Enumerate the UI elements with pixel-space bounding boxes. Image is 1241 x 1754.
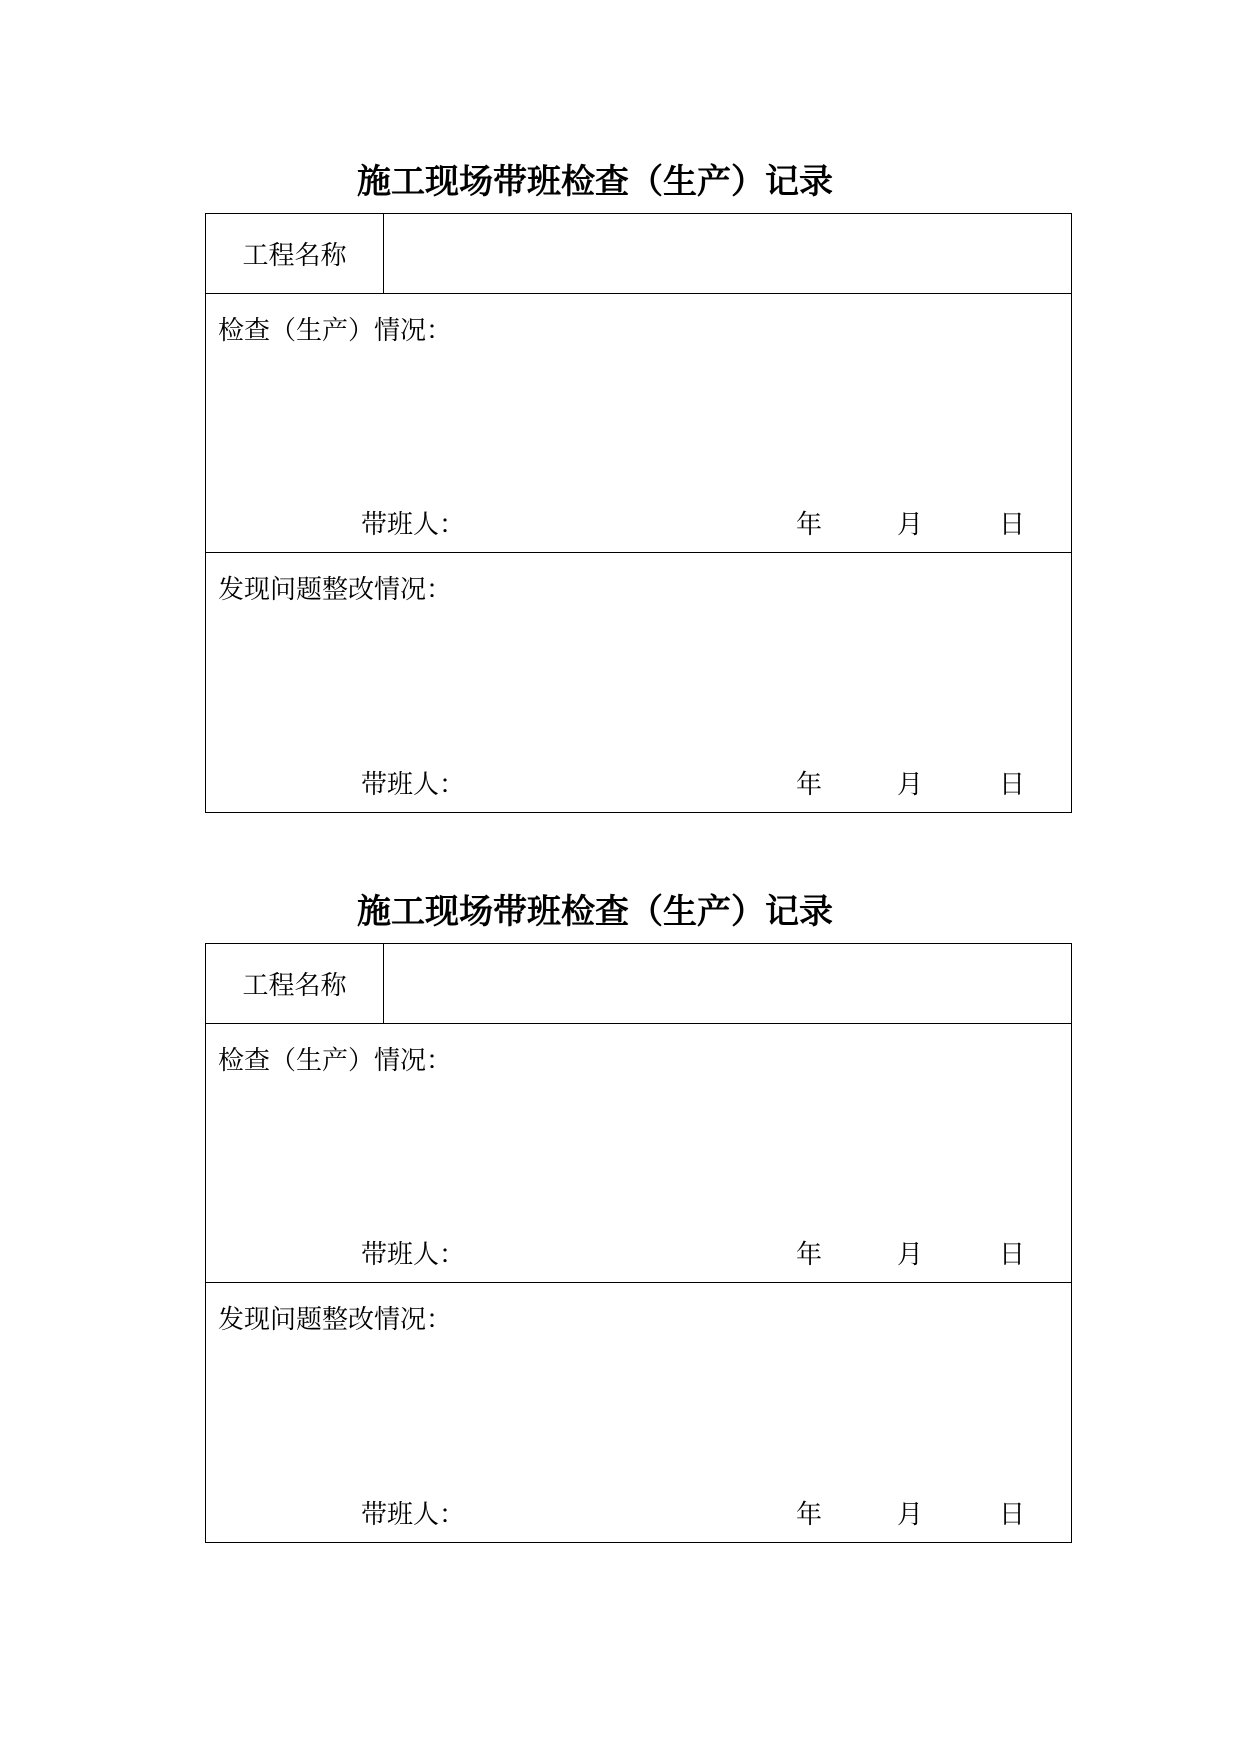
rectification-label: 发现问题整改情况： bbox=[218, 575, 453, 605]
form-title: 施工现场带班检查（生产）记录 bbox=[357, 892, 833, 932]
year-label: 年 bbox=[796, 510, 823, 540]
project-name-field[interactable] bbox=[384, 944, 1071, 1023]
project-name-label: 工程名称 bbox=[206, 214, 384, 293]
shift-leader-label: 带班人： bbox=[361, 1240, 466, 1270]
inspection-record-table bbox=[205, 943, 1072, 1543]
day-label: 日 bbox=[999, 770, 1026, 800]
project-name-row bbox=[206, 214, 1071, 294]
form-title: 施工现场带班检查（生产）记录 bbox=[357, 162, 833, 202]
shift-leader-label: 带班人： bbox=[361, 1500, 466, 1530]
rectification-section[interactable] bbox=[206, 1283, 1071, 1542]
year-label: 年 bbox=[796, 770, 823, 800]
rectification-label: 发现问题整改情况： bbox=[218, 1305, 453, 1335]
inspection-label: 检查（生产）情况： bbox=[218, 1046, 453, 1076]
signature-line bbox=[206, 1494, 1071, 1528]
year-label: 年 bbox=[796, 1500, 823, 1530]
inspection-section[interactable] bbox=[206, 294, 1071, 553]
year-label: 年 bbox=[796, 1240, 823, 1270]
shift-leader-label: 带班人： bbox=[361, 510, 466, 540]
month-label: 月 bbox=[897, 1500, 924, 1530]
day-label: 日 bbox=[999, 510, 1026, 540]
project-name-label: 工程名称 bbox=[206, 944, 384, 1023]
inspection-section[interactable] bbox=[206, 1024, 1071, 1283]
project-name-row bbox=[206, 944, 1071, 1024]
rectification-section[interactable] bbox=[206, 553, 1071, 812]
signature-line bbox=[206, 764, 1071, 798]
signature-line bbox=[206, 1234, 1071, 1268]
shift-leader-label: 带班人： bbox=[361, 770, 466, 800]
day-label: 日 bbox=[999, 1500, 1026, 1530]
month-label: 月 bbox=[897, 1240, 924, 1270]
inspection-record-table bbox=[205, 213, 1072, 813]
month-label: 月 bbox=[897, 510, 924, 540]
month-label: 月 bbox=[897, 770, 924, 800]
project-name-field[interactable] bbox=[384, 214, 1071, 293]
inspection-label: 检查（生产）情况： bbox=[218, 316, 453, 346]
day-label: 日 bbox=[999, 1240, 1026, 1270]
signature-line bbox=[206, 504, 1071, 538]
